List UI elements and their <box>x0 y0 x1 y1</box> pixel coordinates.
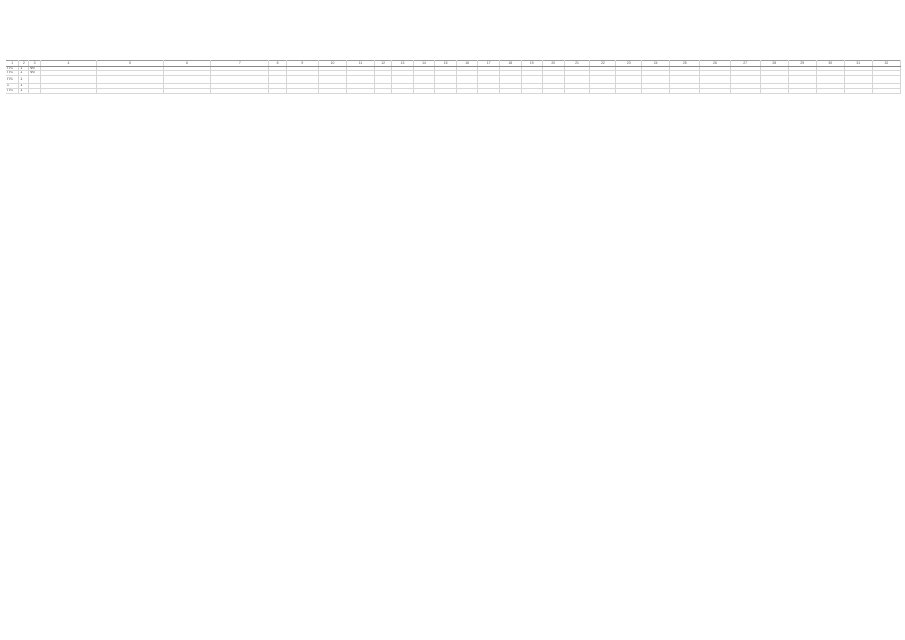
table-cell[interactable] <box>590 89 616 94</box>
table-cell[interactable] <box>413 89 435 94</box>
table-cell[interactable] <box>642 76 670 84</box>
column-header[interactable]: 7 <box>211 61 269 67</box>
column-header[interactable]: 10 <box>318 61 346 67</box>
table-cell[interactable] <box>788 89 816 94</box>
column-header[interactable]: 19 <box>521 61 543 67</box>
table-cell[interactable] <box>40 89 96 94</box>
table-cell[interactable] <box>269 76 286 84</box>
table-cell[interactable] <box>564 76 590 84</box>
column-header[interactable]: 3 <box>29 61 41 67</box>
table-cell[interactable] <box>543 89 565 94</box>
column-header[interactable]: 22 <box>590 61 616 67</box>
table-cell[interactable]: 1 <box>19 89 29 94</box>
column-header[interactable]: 12 <box>374 61 391 67</box>
column-header[interactable]: 6 <box>163 61 210 67</box>
table-cell[interactable] <box>760 89 788 94</box>
table-cell[interactable] <box>844 76 872 84</box>
column-header[interactable]: 25 <box>670 61 700 67</box>
table-cell[interactable] <box>521 89 543 94</box>
table-cell[interactable]: ФЗ <box>29 71 41 76</box>
table-cell[interactable] <box>40 76 96 84</box>
table-cell[interactable] <box>642 89 670 94</box>
column-header[interactable]: 15 <box>435 61 457 67</box>
table-cell[interactable] <box>318 76 346 84</box>
column-header[interactable]: 17 <box>478 61 500 67</box>
column-header[interactable]: 16 <box>456 61 478 67</box>
table-cell[interactable]: 1 <box>19 76 29 84</box>
table-cell[interactable] <box>499 76 521 84</box>
table-cell[interactable] <box>163 76 210 84</box>
column-header[interactable]: 5 <box>96 61 163 67</box>
column-header[interactable]: 4 <box>40 61 96 67</box>
column-header[interactable]: 30 <box>816 61 844 67</box>
table-cell[interactable] <box>211 89 269 94</box>
table-cell[interactable]: 1 <box>19 66 29 71</box>
column-header[interactable]: 26 <box>700 61 730 67</box>
table-cell[interactable] <box>374 89 391 94</box>
spreadsheet-grid <box>6 60 901 94</box>
table-cell[interactable] <box>29 76 41 84</box>
column-header[interactable]: 8 <box>269 61 286 67</box>
table-cell[interactable] <box>816 76 844 84</box>
table-cell[interactable] <box>844 89 872 94</box>
table-cell[interactable] <box>286 89 318 94</box>
table-cell[interactable] <box>269 89 286 94</box>
table-cell[interactable] <box>730 89 760 94</box>
table-cell[interactable] <box>730 76 760 84</box>
table-cell[interactable] <box>163 89 210 94</box>
table-cell[interactable] <box>670 89 700 94</box>
table-cell[interactable] <box>286 76 318 84</box>
table-cell[interactable] <box>700 76 730 84</box>
table-cell[interactable] <box>456 76 478 84</box>
table-cell[interactable] <box>700 89 730 94</box>
table-cell[interactable]: 1 <box>19 71 29 76</box>
table-cell[interactable]: 1 <box>19 84 29 89</box>
table-cell[interactable] <box>521 76 543 84</box>
table-cell[interactable] <box>435 89 457 94</box>
column-header[interactable]: 14 <box>413 61 435 67</box>
column-header[interactable]: 13 <box>392 61 414 67</box>
column-header[interactable]: 31 <box>844 61 872 67</box>
table-cell[interactable] <box>96 89 163 94</box>
table-cell[interactable] <box>543 76 565 84</box>
table-cell[interactable]: ФЗ <box>29 66 41 71</box>
table-cell[interactable] <box>478 76 500 84</box>
table-cell[interactable] <box>788 76 816 84</box>
table-cell[interactable] <box>318 89 346 94</box>
table-cell[interactable] <box>392 89 414 94</box>
column-header[interactable]: 27 <box>730 61 760 67</box>
table-cell[interactable]: ГУ1 <box>6 76 19 84</box>
column-header[interactable]: 11 <box>346 61 374 67</box>
table-cell[interactable]: 1 <box>6 84 19 89</box>
table-cell[interactable] <box>564 89 590 94</box>
table-cell[interactable] <box>872 76 900 84</box>
table-cell[interactable] <box>478 89 500 94</box>
table-cell[interactable]: ГУ1 <box>6 71 19 76</box>
table-cell[interactable] <box>456 89 478 94</box>
table-row <box>6 89 901 94</box>
table-cell[interactable] <box>616 76 642 84</box>
table-cell[interactable]: ГУ1 <box>6 89 19 94</box>
column-header[interactable]: 20 <box>543 61 565 67</box>
column-header[interactable]: 24 <box>642 61 670 67</box>
table-cell[interactable] <box>96 76 163 84</box>
table-cell[interactable] <box>616 89 642 94</box>
table-cell[interactable] <box>670 76 700 84</box>
table-cell[interactable] <box>374 76 391 84</box>
column-header[interactable]: 9 <box>286 61 318 67</box>
column-header[interactable]: 18 <box>499 61 521 67</box>
column-header[interactable]: 29 <box>788 61 816 67</box>
column-header[interactable]: 28 <box>760 61 788 67</box>
column-header[interactable]: 1 <box>6 61 19 67</box>
table-cell[interactable] <box>392 76 414 84</box>
table-cell[interactable] <box>413 76 435 84</box>
table-cell[interactable] <box>29 89 41 94</box>
table-cell[interactable] <box>760 76 788 84</box>
table-cell[interactable]: ГУ1 <box>6 66 19 71</box>
column-header[interactable]: 2 <box>19 61 29 67</box>
table-cell[interactable] <box>872 89 900 94</box>
column-header[interactable]: 23 <box>616 61 642 67</box>
table-cell[interactable] <box>499 89 521 94</box>
column-header[interactable]: 32 <box>872 61 900 67</box>
table-cell[interactable] <box>346 76 374 84</box>
table-row <box>6 76 901 84</box>
table-cell[interactable] <box>816 89 844 94</box>
column-header[interactable]: 21 <box>564 61 590 67</box>
table-cell[interactable] <box>590 76 616 84</box>
table-cell[interactable] <box>346 89 374 94</box>
table-cell[interactable] <box>211 76 269 84</box>
table-cell[interactable] <box>435 76 457 84</box>
